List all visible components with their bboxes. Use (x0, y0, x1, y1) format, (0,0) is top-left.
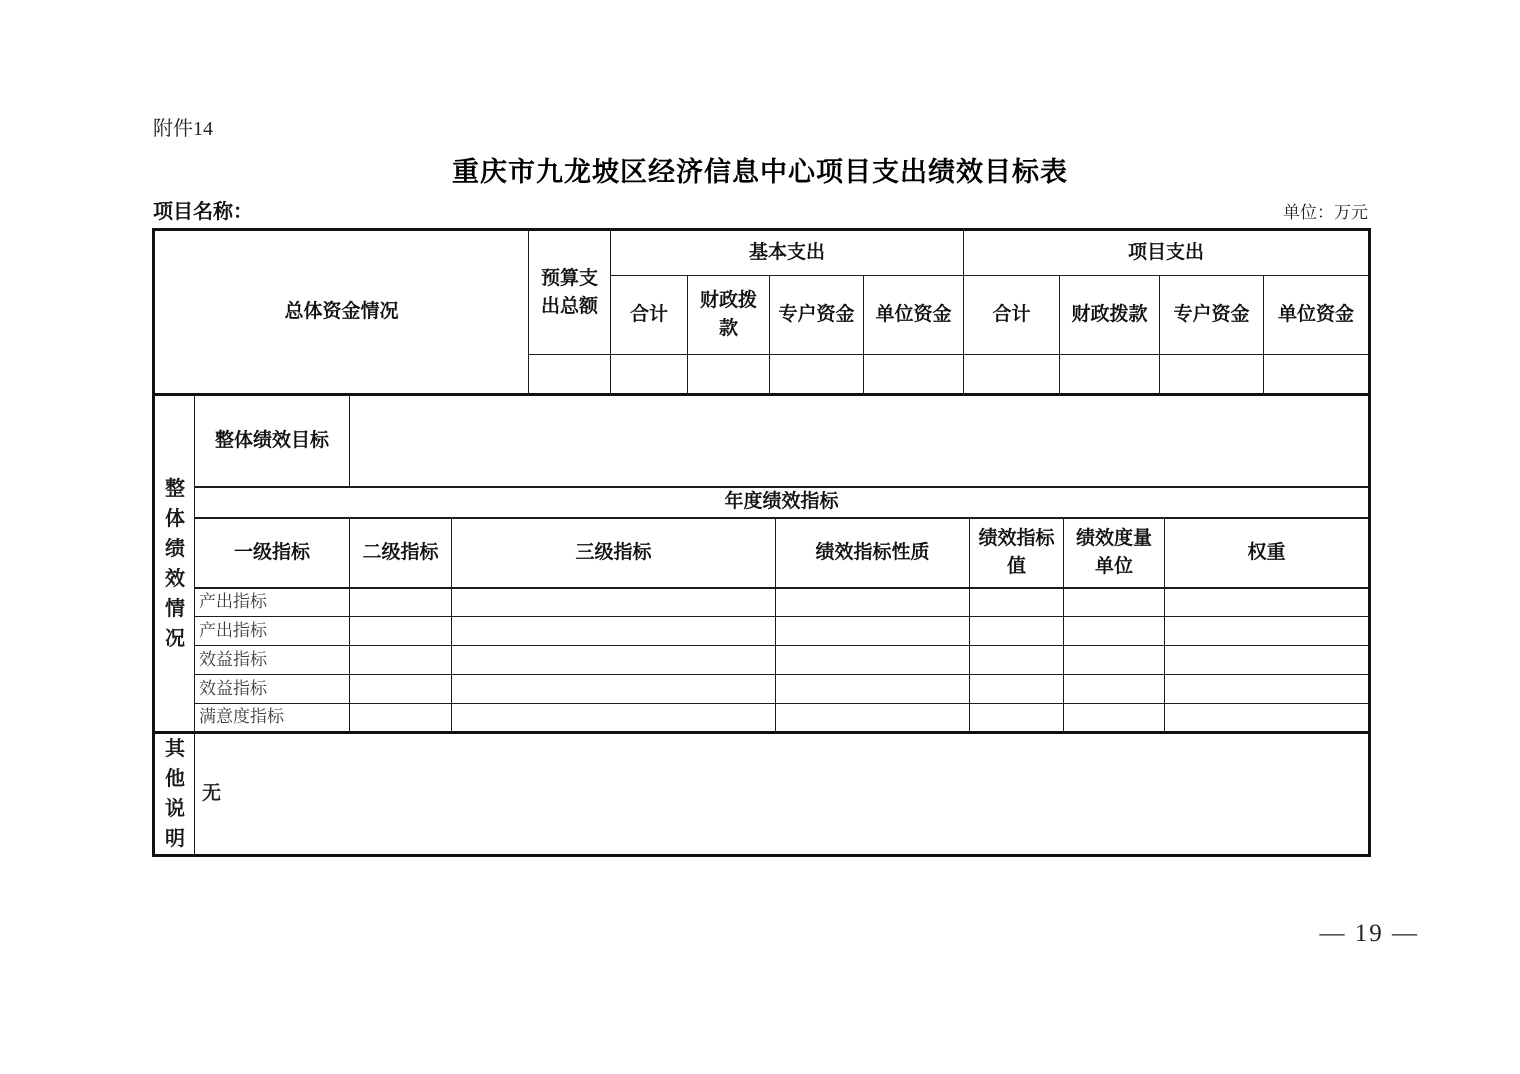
level1-indicator-header: 一级指标 (195, 518, 350, 588)
level3-indicator-cell (452, 617, 776, 646)
level1-indicator-cell: 产出指标 (195, 617, 350, 646)
level1-indicator-cell: 效益指标 (195, 646, 350, 675)
level1-indicator-cell: 满意度指标 (195, 704, 350, 733)
indicator-column-header-row (154, 518, 1370, 588)
indicator-value-cell (970, 646, 1064, 675)
measure-unit-cell (1064, 646, 1165, 675)
project-special-account-value-cell (1160, 355, 1264, 395)
other-notes-row (154, 733, 1370, 856)
funding-group-header-row (154, 230, 1370, 276)
project-unit-funds-value-cell (1264, 355, 1370, 395)
project-name-label: 项目名称： (153, 201, 253, 223)
project-fiscal-header: 财政拨款 (1060, 276, 1160, 355)
level2-indicator-cell (350, 704, 452, 733)
project-total-header: 合计 (964, 276, 1060, 355)
funding-table (152, 228, 1371, 396)
level2-indicator-header: 二级指标 (350, 518, 452, 588)
measure-unit-cell (1064, 588, 1165, 617)
annual-indicators-header: 年度绩效指标 (195, 487, 1370, 518)
level2-indicator-cell (350, 617, 452, 646)
attachment-label: 附件14 (153, 118, 213, 140)
unit-label: 单位：万元 (1283, 203, 1368, 222)
weight-header: 权重 (1165, 518, 1370, 588)
indicator-row (154, 617, 1370, 646)
weight-cell (1165, 675, 1370, 704)
indicator-nature-cell (776, 704, 970, 733)
tables-container (152, 228, 1368, 857)
annual-indicators-header-row (154, 487, 1370, 518)
measure-unit-cell (1064, 675, 1165, 704)
basic-total-value-cell (611, 355, 688, 395)
measure-unit-cell (1064, 704, 1165, 733)
level2-indicator-cell (350, 588, 452, 617)
other-notes-table (152, 731, 1371, 857)
level2-indicator-cell (350, 646, 452, 675)
basic-unit-funds-header: 单位资金 (864, 276, 964, 355)
overall-target-value-cell (350, 395, 1370, 487)
level3-indicator-cell (452, 704, 776, 733)
indicator-row (154, 646, 1370, 675)
indicator-row (154, 704, 1370, 733)
indicator-value-cell (970, 588, 1064, 617)
performance-section-label: 整体绩效情况 (154, 395, 195, 733)
level3-indicator-cell (452, 675, 776, 704)
project-fiscal-value-cell (1060, 355, 1160, 395)
level1-indicator-cell: 效益指标 (195, 675, 350, 704)
basic-unit-funds-value-cell (864, 355, 964, 395)
weight-cell (1165, 617, 1370, 646)
project-unit-funds-header: 单位资金 (1264, 276, 1370, 355)
weight-cell (1165, 704, 1370, 733)
basic-special-account-header: 专户资金 (770, 276, 864, 355)
budget-total-label: 预算支出总额 (529, 230, 611, 355)
level2-indicator-cell (350, 675, 452, 704)
basic-special-account-value-cell (770, 355, 864, 395)
other-notes-label: 其他说明 (154, 733, 195, 856)
indicator-value-cell (970, 617, 1064, 646)
meta-row (153, 195, 1368, 224)
indicator-row (154, 588, 1370, 617)
project-expenditure-group-label: 项目支出 (964, 230, 1370, 276)
overall-target-row (154, 395, 1370, 487)
indicator-nature-cell (776, 617, 970, 646)
other-notes-value: 无 (195, 733, 1370, 856)
basic-fiscal-header: 财政拨款 (688, 276, 770, 355)
level3-indicator-header: 三级指标 (452, 518, 776, 588)
indicator-nature-cell (776, 646, 970, 675)
indicator-value-header: 绩效指标值 (970, 518, 1064, 588)
basic-total-header: 合计 (611, 276, 688, 355)
indicator-nature-cell (776, 675, 970, 704)
indicator-nature-header: 绩效指标性质 (776, 518, 970, 588)
weight-cell (1165, 646, 1370, 675)
measure-unit-cell (1064, 617, 1165, 646)
weight-cell (1165, 588, 1370, 617)
level1-indicator-cell: 产出指标 (195, 588, 350, 617)
performance-table (152, 393, 1371, 734)
indicator-row (154, 675, 1370, 704)
page-title: 重庆市九龙坡区经济信息中心项目支出绩效目标表 (452, 157, 1068, 187)
page-number: — 19 — (1319, 920, 1419, 947)
budget-total-value-cell (529, 355, 611, 395)
basic-expenditure-group-label: 基本支出 (611, 230, 964, 276)
indicator-value-cell (970, 675, 1064, 704)
overall-target-label: 整体绩效目标 (195, 395, 350, 487)
project-special-account-header: 专户资金 (1160, 276, 1264, 355)
indicator-nature-cell (776, 588, 970, 617)
level3-indicator-cell (452, 646, 776, 675)
project-total-value-cell (964, 355, 1060, 395)
measure-unit-header: 绩效度量单位 (1064, 518, 1165, 588)
overall-funding-label: 总体资金情况 (154, 230, 529, 395)
basic-fiscal-value-cell (688, 355, 770, 395)
indicator-value-cell (970, 704, 1064, 733)
level3-indicator-cell (452, 588, 776, 617)
